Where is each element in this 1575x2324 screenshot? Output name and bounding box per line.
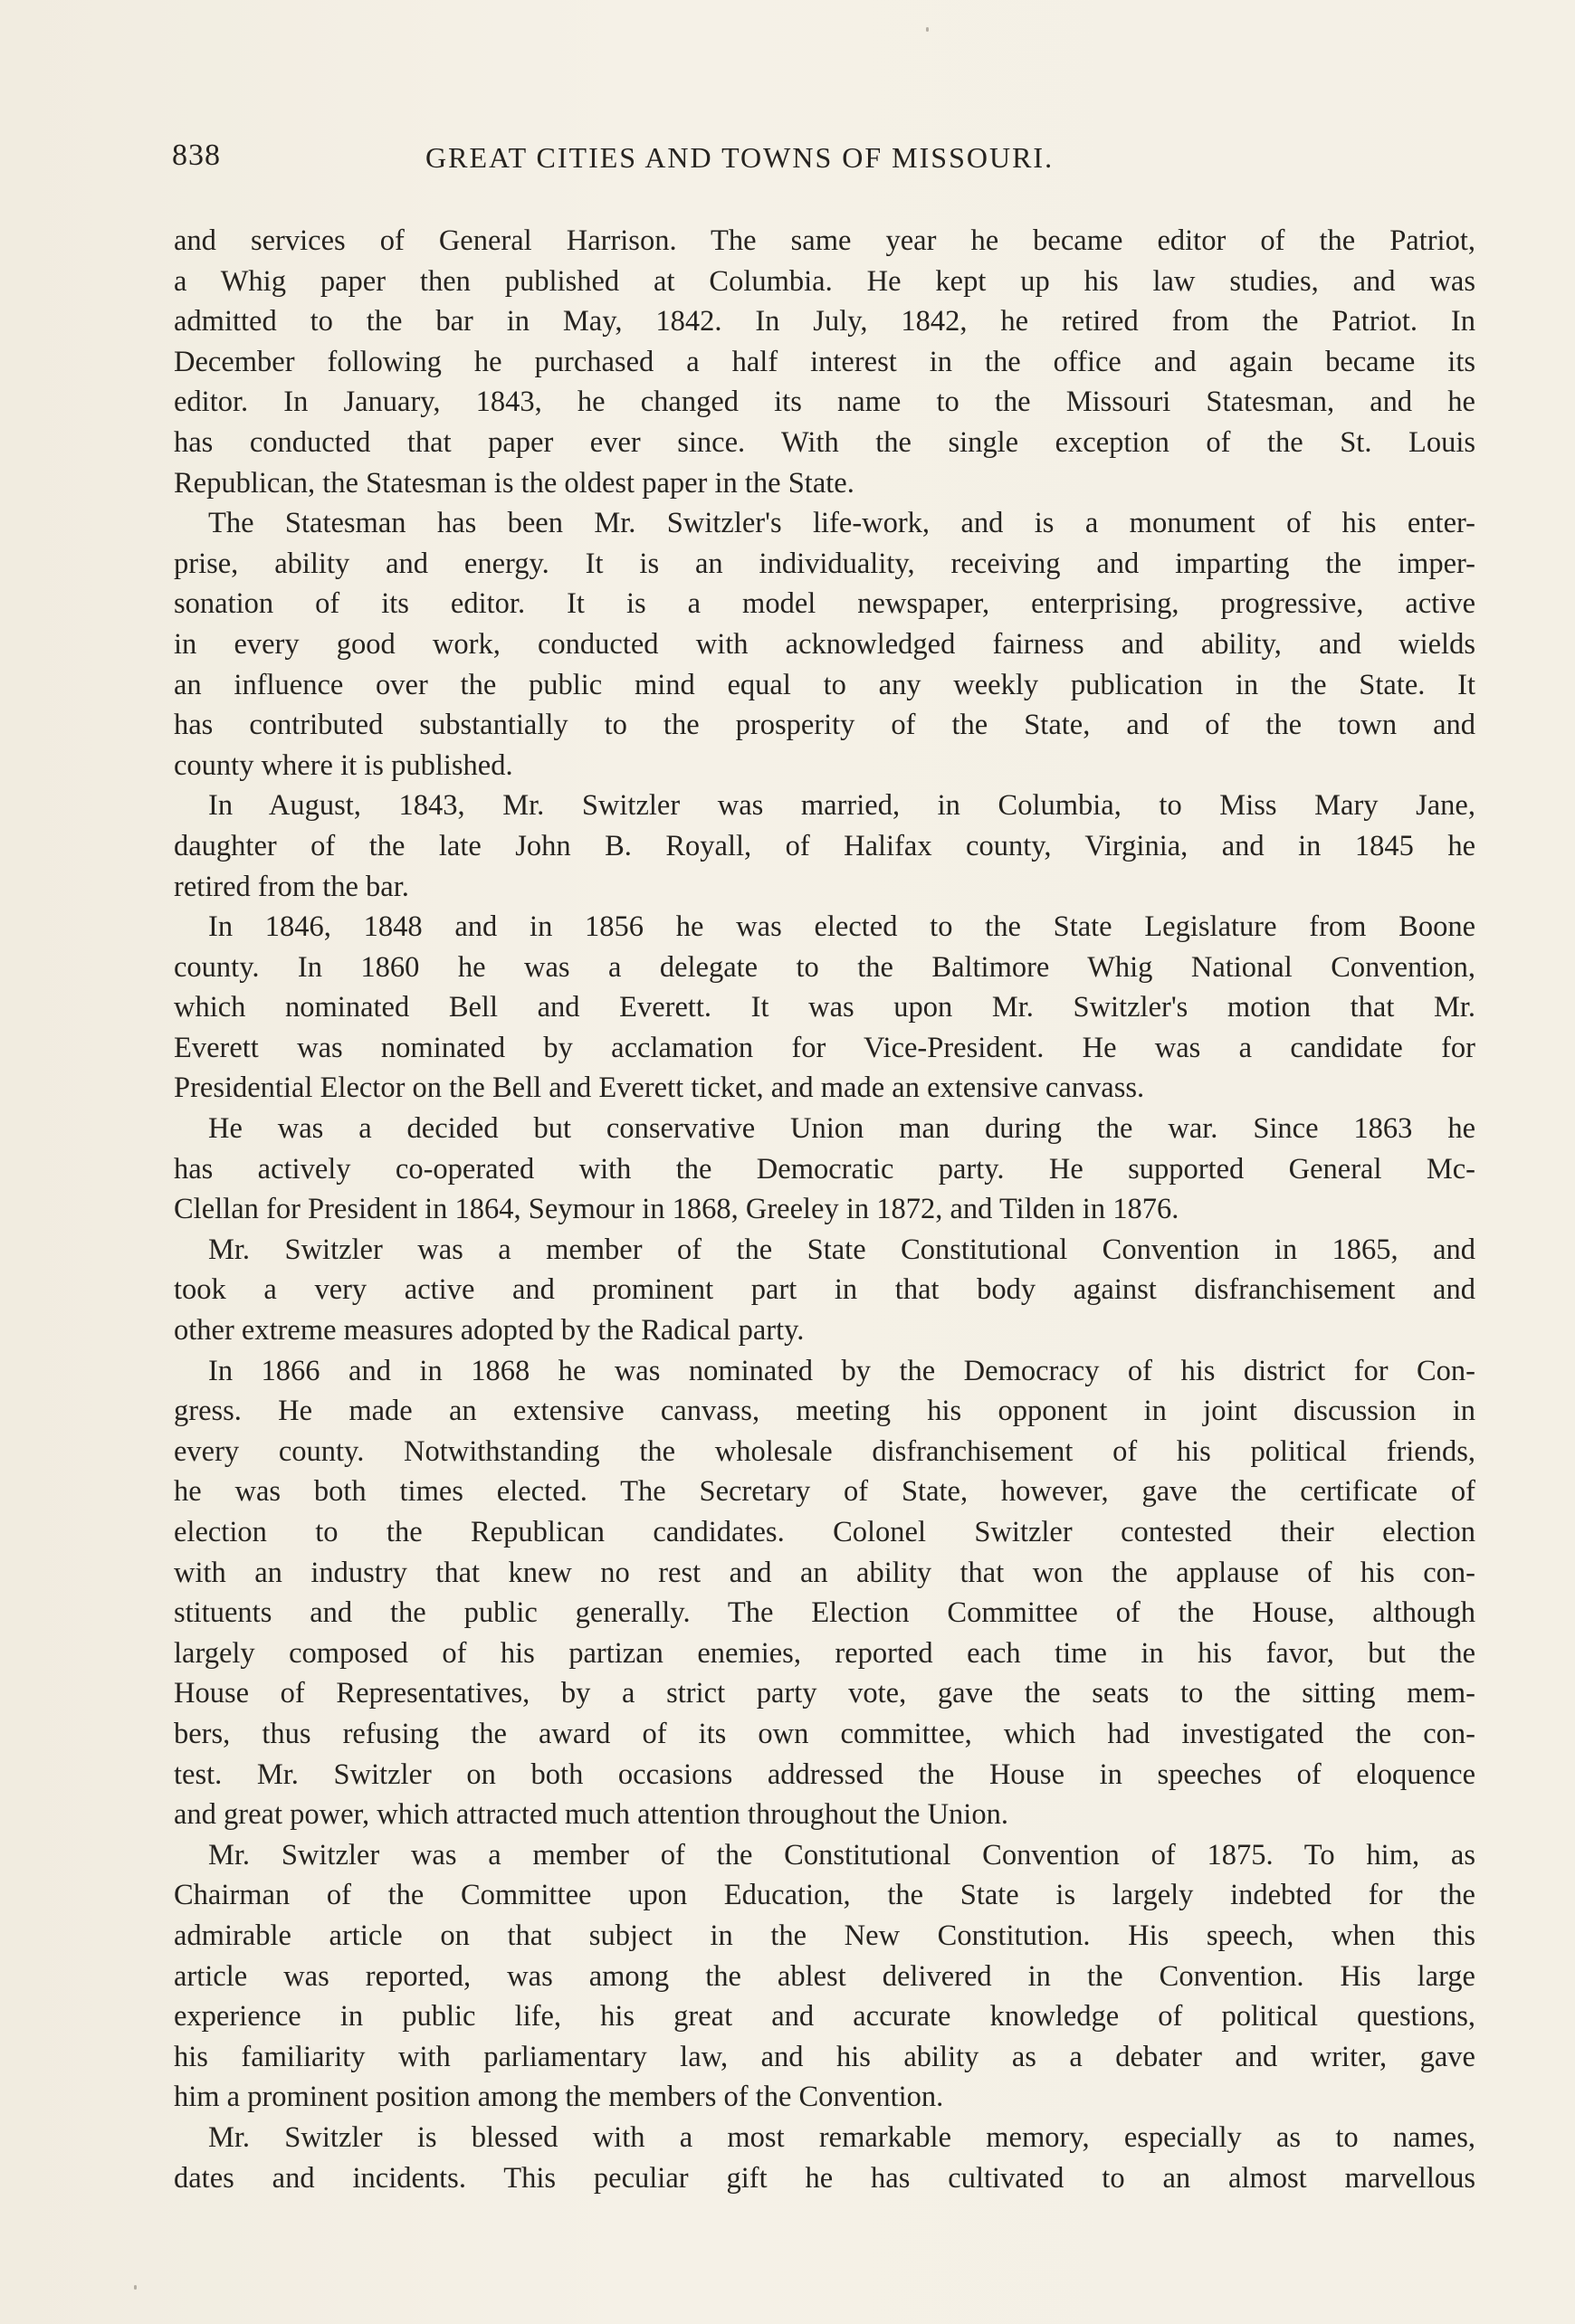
text-line: prise, ability and energy. It is an individuality, receiving and imparting the imper- bbox=[174, 547, 1475, 580]
text-line: Mr. Switzler was a member of the Constitutional Convention of 1875. To him, as bbox=[208, 1838, 1475, 1872]
paper-speck bbox=[134, 2285, 137, 2290]
text-line: Mr. Switzler was a member of the State Constitutional Convention in 1865, and bbox=[208, 1233, 1475, 1266]
text-line: has actively co-operated with the Democratic party. He supported General Mc- bbox=[174, 1152, 1475, 1186]
text-line: his familiarity with parliamentary law, and his ability as a debater and writer, gave bbox=[174, 2040, 1475, 2073]
text-line: admirable article on that subject in the New Constitution. His speech, when this bbox=[174, 1919, 1475, 1952]
text-line: article was reported, was among the ablest delivered in the Convention. His large bbox=[174, 1959, 1475, 1993]
paper-speck bbox=[926, 27, 929, 32]
text-line: daughter of the late John B. Royall, of Halifax county, Virginia, and in 1845 he bbox=[174, 829, 1475, 862]
text-line: In 1866 and in 1868 he was nominated by the Democracy of his district for Con- bbox=[208, 1354, 1475, 1387]
text-line: admitted to the bar in May, 1842. In July, 1842, he retired from the Patriot. In bbox=[174, 305, 1475, 338]
text-line: every county. Notwithstanding the wholesale disfranchisement of his political friends, bbox=[174, 1434, 1475, 1468]
text-line: The Statesman has been Mr. Switzler's life-work, and is a monument of his enter- bbox=[208, 507, 1475, 540]
text-line: Chairman of the Committee upon Education, the State is largely indebted for the bbox=[174, 1879, 1475, 1912]
text-line: December following he purchased a half interest in the office and again became its bbox=[174, 345, 1475, 378]
page-number: 838 bbox=[172, 138, 221, 172]
text-line: a Whig paper then published at Columbia. He kept up his law studies, and was bbox=[174, 264, 1475, 298]
text-line: county where it is published. bbox=[174, 748, 513, 782]
text-line: him a prominent position among the members of the Convention. bbox=[174, 2081, 944, 2114]
text-line: sonation of its editor. It is a model newspaper, enterprising, progressive, active bbox=[174, 587, 1475, 621]
text-line: has conducted that paper ever since. With the single exception of the St. Louis bbox=[174, 425, 1475, 459]
text-line: In August, 1843, Mr. Switzler was married, in Columbia, to Miss Mary Jane, bbox=[208, 789, 1475, 823]
text-line: election to the Republican candidates. Colonel Switzler contested their election bbox=[174, 1516, 1475, 1548]
body-text bbox=[174, 221, 1475, 2198]
text-line: experience in public life, his great and accurate knowledge of political questions, bbox=[174, 2000, 1475, 2034]
text-line: with an industry that knew no rest and an ability that won the applause of his con- bbox=[174, 1556, 1475, 1589]
text-line: and services of General Harrison. The same year he became editor of the Patriot, bbox=[174, 224, 1475, 257]
text-line: Presidential Elector on the Bell and Everett ticket, and made an extensive canvass. bbox=[174, 1072, 1145, 1105]
text-line: He was a decided but conservative Union man during the war. Since 1863 he bbox=[208, 1112, 1475, 1146]
text-line: took a very active and prominent part in that body against disfranchisement and bbox=[174, 1273, 1475, 1307]
text-line: Mr. Switzler is blessed with a most remarkable memory, especially as to names, bbox=[208, 2120, 1475, 2154]
text-line: other extreme measures adopted by the Radical party. bbox=[174, 1314, 805, 1348]
page-header bbox=[172, 138, 1475, 183]
text-line: Republican, the Statesman is the oldest paper in the State. bbox=[174, 466, 854, 500]
text-line: dates and incidents. This peculiar gift he has cultivated to an almost marvellous bbox=[174, 2161, 1475, 2195]
running-title: GREAT CITIES AND TOWNS OF MISSOURI. bbox=[425, 141, 1055, 174]
text-line: bers, thus refusing the award of its own committee, which had investigated the con- bbox=[174, 1717, 1475, 1750]
text-line: he was both times elected. The Secretary of State, however, gave the certificate of bbox=[174, 1475, 1475, 1509]
text-line: editor. In January, 1843, he changed its name to the Missouri Statesman, and he bbox=[174, 386, 1475, 419]
text-line: an influence over the public mind equal to any weekly publication in the State. It bbox=[174, 668, 1475, 701]
text-line: largely composed of his partizan enemies, reported each time in his favor, but the bbox=[174, 1636, 1475, 1670]
text-line: test. Mr. Switzler on both occasions addressed the House in speeches of eloquence bbox=[174, 1757, 1475, 1791]
text-line: Everett was nominated by acclamation for Vice-President. He was a candidate for bbox=[174, 1031, 1475, 1064]
text-line: In 1846, 1848 and in 1856 he was elected to the State Legislature from Boone bbox=[208, 910, 1475, 944]
text-line: Clellan for President in 1864, Seymour in 1868, Greeley in 1872, and Tilden in 1876. bbox=[174, 1193, 1179, 1226]
text-line: which nominated Bell and Everett. It was upon Mr. Switzler's motion that Mr. bbox=[174, 991, 1475, 1024]
text-line: stituents and the public generally. The Election Committee of the House, although bbox=[174, 1596, 1475, 1630]
text-line: in every good work, conducted with acknowledged fairness and ability, and wields bbox=[174, 627, 1475, 661]
text-line: retired from the bar. bbox=[174, 870, 409, 903]
text-line: and great power, which attracted much attention throughout the Union. bbox=[174, 1798, 1008, 1832]
text-line: has contributed substantially to the prosperity of the State, and of the town and bbox=[174, 709, 1475, 742]
text-line: county. In 1860 he was a delegate to the Baltimore Whig National Convention, bbox=[174, 950, 1475, 984]
text-line: gress. He made an extensive canvass, meeting his opponent in joint discussion in bbox=[174, 1395, 1475, 1428]
text-line: House of Representatives, by a strict party vote, gave the seats to the sitting mem- bbox=[174, 1677, 1475, 1710]
